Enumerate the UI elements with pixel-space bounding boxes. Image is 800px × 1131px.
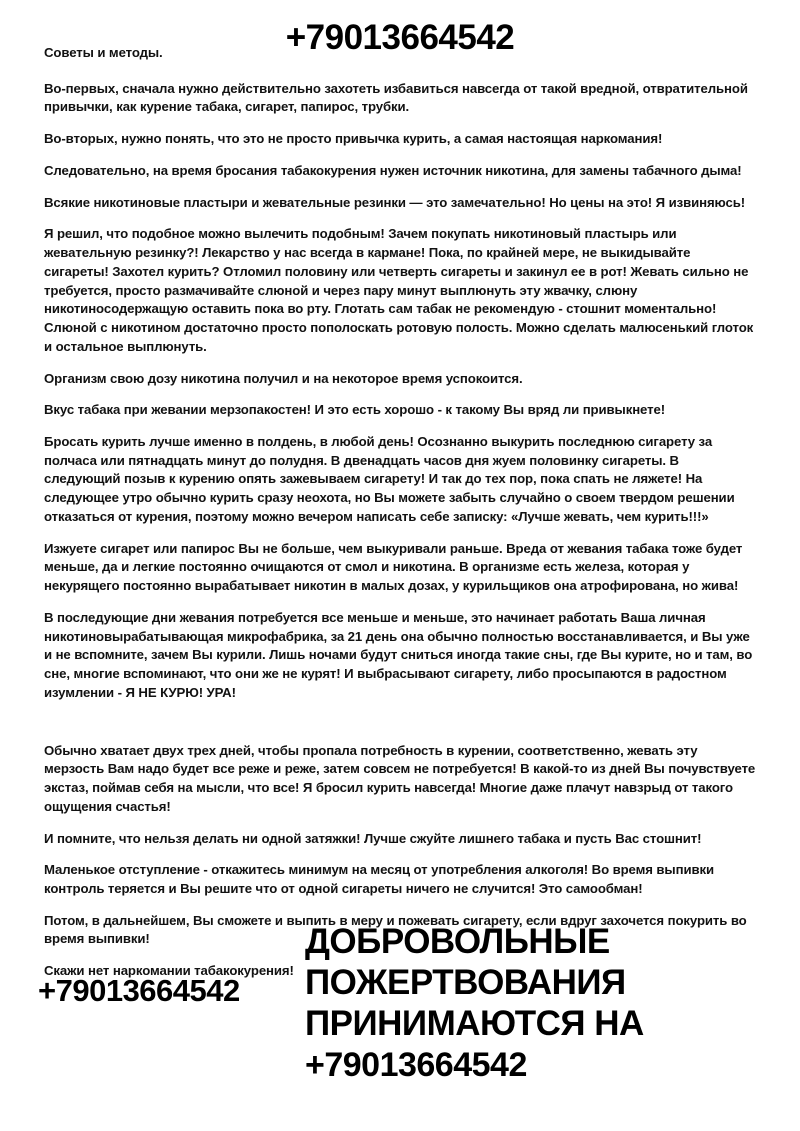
phone-bottom-left: +79013664542 [38,973,240,1008]
paragraph: Во-вторых, нужно понять, что это не просто привычка курить, а самая настоящая наркомания! [44,131,663,147]
paragraph: Вкус табака при жевании мерзопакостен! И это есть хорошо - к такому Вы вряд ли привыкнете! [44,402,666,418]
paragraph: Обычно хватает двух трех дней, чтобы пропала потребность в курении, соответственно, жевать эту мерзость Вам надо будет все реже и реже, затем совсем не потребуется! В какой-то из дней Вы почувствуете экстаз, поймав себя на мысли, что все! Я бросил курить навсегда! Многие даже плачут навзрыд от такого ощущения счастья! [44,742,756,814]
paragraph: В последующие дни жевания потребуется все меньше и меньше, это начинает работать Ваша личная никотиновырабатывающая микрофабрика, за 21 день она обычно полностью восстанавливается, и Вы уже и не вспомните, зачем Вы курили. Лишь ночами будут сниться иногда такие сны, где Вы курите, но и там, во сне, многие вспоминают, что они же не курят! И выбрасывают сигарету, либо просыпаются в радостном изумлении - Я НЕ КУРЮ! УРА! [44,609,753,700]
paragraph: Я решил, что подобное можно вылечить подобным! Зачем покупать никотиновый пластырь или жевательную резинку?! Лекарство у нас всегда в кармане! Пока, по крайней мере, не выкидывайте сигареты! Захотел курить? Отломил половину или четверть сигареты и закинул ее в рот! Жевать сильно не требуется, просто размачивайте слюной и через пару минут выплюнуть эту жвачку, слюну никотиносодержащую оставить пока во рту. Глотать сам табак не рекомендую - стошнит моментально! Слюной с никотином достаточно просто пополоскать ротовую полость. Можно сделать малюсенький глоток и остальное выплюнуть. [44,226,754,354]
donation-line-3: ПРИНИМАЮТСЯ НА [305,1003,644,1043]
paragraph: Скажи нет наркомании табакокурения! [44,963,294,979]
paragraph: Потом, в дальнейшем, Вы сможете и выпить в меру и пожевать сигарету, если вдруг захочется покурить во время выпивки! [44,912,747,947]
intro-label: Советы и методы. [44,45,163,60]
donation-notice [305,922,775,1086]
document-body [44,44,756,994]
paragraph: Всякие никотиновые пластыри и жевательные резинки — это замечательно! Но цены на это! Я извиняюсь! [44,194,746,210]
donation-line-1: ДОБРОВОЛЬНЫЕ [305,922,610,961]
phone-heading: +79013664542 [285,18,515,57]
paragraph: Бросать курить лучше именно в полдень, в любой день! Осознанно выкурить последнюю сигарету за полчаса или пятнадцать минут до полудня. В двенадцать часов дня жуем половинку сигареты. В следующий позыв к курению опять зажевываем сигарету! И так до тех пор, пока спать не ляжете! На следующее утро обычно курить сразу неохота, но Вы можете забыть случайно о своем твердом решении отказаться от курения, поэтому можно вечером написать себе записку: «Лучше жевать, чем курить!!!» [44,434,735,524]
paragraph: Изжуете сигарет или папирос Вы не больше, чем выкуривали раньше. Вреда от жевания табака тоже будет меньше, да и легкие постоянно очищаются от смол и никотина. В организме есть железа, которая у некурящего постоянно вырабатывает никотин в малых дозах, у курильщиков она атрофирована, но жива! [44,540,743,594]
paragraph: Организм свою дозу никотина получил и на некоторое время успокоится. [44,370,523,386]
paragraph: И помните, что нельзя делать ни одной затяжки! Лучше сжуйте лишнего табака и пусть Вас стошнит! [44,830,702,846]
donation-phone: +79013664542 [305,1045,527,1084]
paragraph: Маленькое отступление - откажитесь минимум на месяц от употребления алкоголя! Во время выпивки контроль теряется и Вы решите что от одной сигареты ничего не случится! Это самообман! [44,862,714,896]
donation-line-2: ПОЖЕРТВОВАНИЯ [305,962,626,1002]
paragraph: Следовательно, на время бросания табакокурения нужен источник никотина, для замены табачного дыма! [44,162,742,178]
paragraph: Во-первых, сначала нужно действительно захотеть избавиться навсегда от такой вредной, отвратительной привычки, как курение табака, сигарет, папирос, трубки. [44,80,748,115]
section-spacer [44,716,756,742]
